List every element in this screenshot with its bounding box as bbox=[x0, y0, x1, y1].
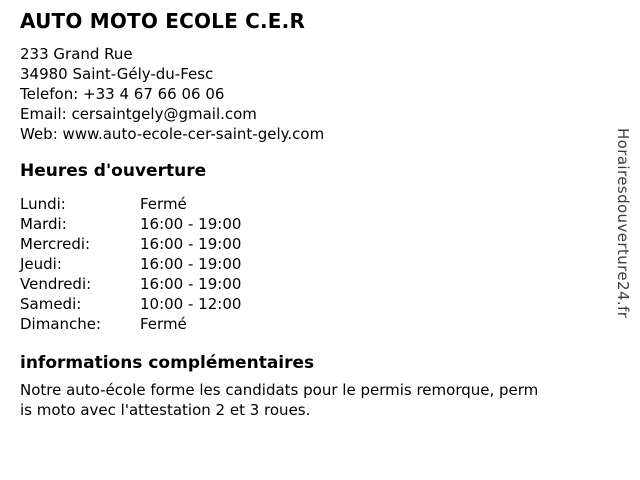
day-label: Vendredi: bbox=[20, 275, 92, 293]
opening-hours-row-friday bbox=[20, 274, 241, 294]
hours-value: 16:00 - 19:00 bbox=[140, 255, 242, 273]
phone-label: Telefon: bbox=[20, 85, 79, 103]
website-url: www.auto-ecole-cer-saint-gely.com bbox=[62, 125, 325, 143]
hours-value: 16:00 - 19:00 bbox=[140, 215, 242, 233]
address-line-2: 34980 Saint-Gély-du-Fesc bbox=[20, 65, 214, 83]
opening-hours-heading: Heures d'ouverture bbox=[20, 161, 207, 181]
email-address: cersaintgely@gmail.com bbox=[71, 105, 257, 123]
opening-hours-row-wednesday bbox=[20, 234, 241, 254]
additional-info-heading: informations complémentaires bbox=[20, 353, 315, 373]
additional-info-line-1: Notre auto-école forme les candidats pour le permis remorque, perm bbox=[20, 381, 539, 399]
address-line-1: 233 Grand Rue bbox=[20, 45, 133, 63]
watermark-site-name: Horairesdouverture24.fr bbox=[614, 128, 632, 319]
opening-hours-row-thursday bbox=[20, 254, 241, 274]
hours-value: Fermé bbox=[140, 315, 187, 333]
email-row bbox=[20, 104, 324, 124]
opening-hours-row-tuesday bbox=[20, 214, 241, 234]
day-label: Mardi: bbox=[20, 215, 67, 233]
day-label: Mercredi: bbox=[20, 235, 91, 253]
email-label: Email: bbox=[20, 105, 67, 123]
hours-value: 16:00 - 19:00 bbox=[140, 275, 242, 293]
additional-info-text bbox=[20, 380, 538, 420]
business-name-heading: AUTO MOTO ECOLE C.E.R bbox=[20, 9, 306, 33]
website-label: Web: bbox=[20, 125, 58, 143]
additional-info-line-2: is moto avec l'attestation 2 et 3 roues. bbox=[20, 401, 311, 419]
day-label: Lundi: bbox=[20, 195, 66, 213]
day-label: Dimanche: bbox=[20, 315, 102, 333]
hours-value: 10:00 - 12:00 bbox=[140, 295, 242, 313]
phone-row bbox=[20, 84, 324, 104]
phone-number: +33 4 67 66 06 06 bbox=[83, 85, 225, 103]
website-row bbox=[20, 124, 324, 144]
opening-hours-row-saturday bbox=[20, 294, 241, 314]
hours-value: Fermé bbox=[140, 195, 187, 213]
opening-hours-list bbox=[20, 194, 241, 334]
day-label: Jeudi: bbox=[20, 255, 62, 273]
day-label: Samedi: bbox=[20, 295, 82, 313]
contact-block bbox=[20, 44, 324, 144]
hours-value: 16:00 - 19:00 bbox=[140, 235, 242, 253]
opening-hours-row-sunday bbox=[20, 314, 241, 334]
opening-hours-row-monday bbox=[20, 194, 241, 214]
